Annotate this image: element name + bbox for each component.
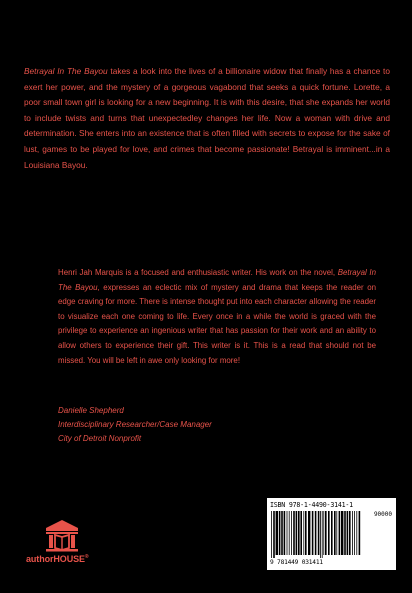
reviewer-org: City of Detroit Nonprofit (58, 434, 142, 444)
barcode-bar (359, 511, 361, 555)
barcode-bar (293, 511, 295, 555)
barcode-bar (331, 511, 333, 555)
barcode-bar (284, 511, 286, 555)
publisher-name-prefix: author (26, 554, 54, 564)
review-text (58, 266, 376, 368)
book-blurb (24, 64, 390, 173)
isbn-text: ISBN 978-1-4490-3141-1 (270, 501, 353, 509)
barcode-bar (279, 511, 281, 555)
barcode-bar (328, 511, 330, 555)
barcode-bar (334, 511, 336, 555)
barcode-bar (298, 511, 300, 555)
review-book-title: Betrayal In The Bayou (58, 268, 376, 292)
barcode-bar (349, 511, 351, 555)
barcode-bar (303, 511, 304, 555)
review-signature (58, 404, 358, 447)
blurb-text: takes a look into the lives of a billionaire widow that finally has a chance to exert her power, and the mystery of a gorgeous vagabond that seeks a quick fortune. Lorette, a poor small town girl is looking for a new beginning. It is with this desire, that she expands her world to include twists and turns that unexpectedley changes her life. Now a woman with drive and determination. She enters into an existence that is often filled with secrets to expose for the sake of lust, games to be played for love, and crimes that become passionate! Betrayal is imminent...in a Louisiana Bayou. (24, 66, 390, 170)
reviewer-role: Interdisciplinary Researcher/Case Manager (58, 420, 212, 430)
barcode-bar (273, 511, 275, 558)
review-text-after: , expresses an eclectic mix of mystery and drama that keeps the reader on edge craving for more. There is intense thought put into each character allowing the reader to visualize each one coming to life. Every once in a while the world is graced with the privilege to experience an ingenious writer that has passion for their work and an ability to allow others to experience their gift. This writer is it. This is a read that should not be missed. You will be left in awe only looking for more! (58, 282, 376, 365)
isbn-barcode (267, 498, 396, 570)
barcode-bar (336, 511, 337, 555)
barcode-bar (320, 511, 321, 558)
barcode-bar (300, 511, 302, 555)
publisher-name-suffix: HOUSE (53, 554, 85, 564)
review-text-before: Henri Jah Marquis is a focused and enthusiastic writer. His work on the novel, (58, 268, 338, 277)
barcode-bar (354, 511, 355, 555)
barcode-bar (305, 511, 307, 555)
barcode-bar (352, 511, 353, 555)
barcode-bar (296, 511, 298, 555)
barcode-bar (339, 511, 341, 555)
registered-mark: ® (84, 554, 89, 560)
blurb-book-title: Betrayal In The Bayou (24, 66, 108, 76)
barcode-bar (289, 511, 290, 555)
publisher-name (26, 554, 121, 564)
barcode-bar (291, 511, 292, 555)
publisher-logo (26, 519, 116, 569)
barcode-bar (312, 511, 314, 555)
barcode-bar (347, 511, 349, 555)
barcode-bar (308, 511, 310, 555)
barcode-bar (315, 511, 317, 555)
price-code: 90000 (373, 511, 392, 518)
barcode-bar (323, 511, 324, 555)
authorhouse-book-icon (43, 519, 81, 553)
barcode-bar (356, 511, 357, 555)
reviewer-name: Danielle Shepherd (58, 406, 124, 415)
barcode-bar (325, 511, 327, 555)
barcode-bar (276, 511, 278, 555)
barcode-bar (341, 511, 343, 555)
barcode-bar (344, 511, 346, 555)
ean-barcode-bars (271, 511, 361, 558)
barcode-bar (322, 511, 323, 558)
barcode-bar (287, 511, 288, 555)
barcode-bar (281, 511, 283, 555)
barcode-bar (271, 511, 272, 558)
ean-number: 9 781449 031411 (270, 559, 323, 566)
barcode-bar (318, 511, 320, 555)
